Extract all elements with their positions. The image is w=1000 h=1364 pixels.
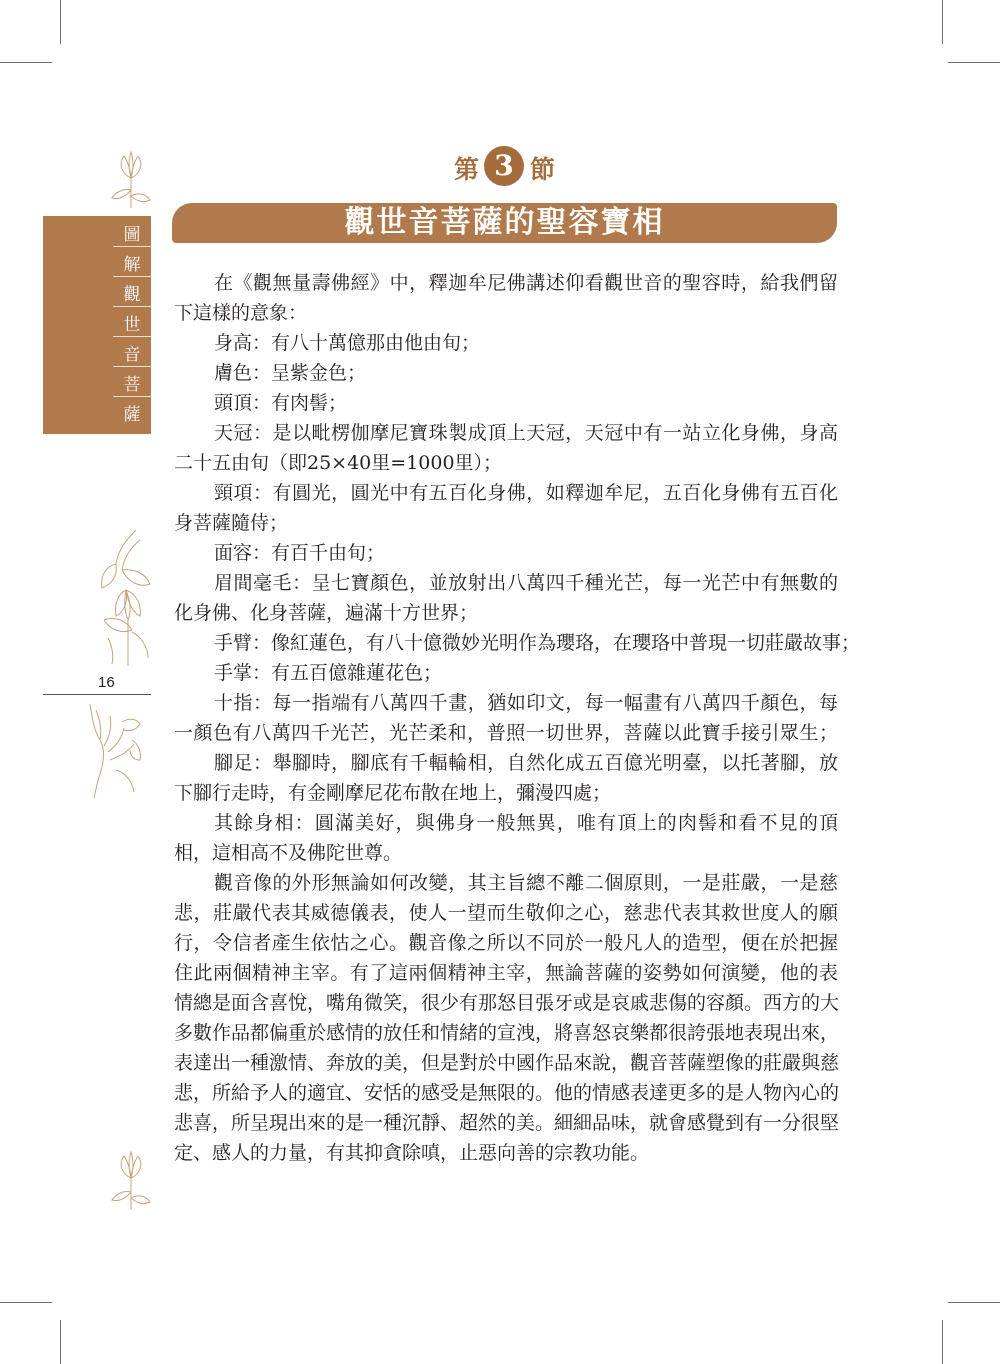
body-line: 一顏色有八萬四千光芒，光芒柔和，普照一切世界，菩薩以此寶手接引眾生； — [174, 722, 838, 744]
section-label — [420, 146, 620, 190]
body-line: 表達出一種激情、奔放的美，但是對於中國作品來說，觀音菩薩塑像的莊嚴與慈 — [174, 1052, 840, 1074]
body-line: 化身佛、化身菩薩，遍滿十方世界； — [174, 602, 479, 624]
sidebar-divider — [113, 306, 151, 307]
sidebar-divider — [113, 246, 151, 247]
sidebar-char: 世 — [123, 315, 141, 335]
body-line: 行，令信者產生依怙之心。觀音像之所以不同於一般凡人的造型，便在於把握 — [174, 932, 838, 954]
sidebar-divider — [113, 396, 151, 397]
body-line: 手掌：有五百億雜蓮花色； — [214, 662, 443, 684]
crop-mark — [942, 0, 943, 44]
body-line: 面容：有百千由旬； — [214, 542, 386, 564]
body-line: 其餘身相：圓滿美好，與佛身一般無異，唯有頂上的肉髻和看不見的頂 — [214, 812, 838, 834]
body-line: 相，這相高不及佛陀世尊。 — [174, 842, 403, 864]
body-line: 頸項：有圓光，圓光中有五百化身佛，如釋迦牟尼，五百化身佛有五百化 — [214, 482, 838, 504]
body-line: 十指：每一指端有八萬四千畫，猶如印文，每一幅畫有八萬四千顏色，每 — [214, 692, 838, 714]
chapter-sidebar-title — [113, 216, 151, 434]
body-line: 在《觀無量壽佛經》中，釋迦牟尼佛講述仰看觀世音的聖容時，給我們留 — [214, 272, 838, 294]
body-line: 二十五由旬（即25×40里=1000里）； — [174, 452, 503, 474]
page-number-rule — [43, 694, 151, 695]
body-line: 手臂：像紅蓮色，有八十億微妙光明作為瓔珞，在瓔珞中普現一切莊嚴故事； — [214, 632, 861, 654]
crop-mark — [948, 1302, 1000, 1303]
crop-mark — [0, 1302, 52, 1303]
section-title-banner — [172, 203, 837, 243]
crop-mark — [948, 62, 1000, 63]
section-number-badge: 3 — [484, 146, 524, 186]
body-line: 下這樣的意象： — [174, 302, 308, 324]
body-line: 觀音像的外形無論如何改變，其主旨總不離二個原則，一是莊嚴，一是慈 — [214, 872, 838, 894]
crop-mark — [0, 62, 52, 63]
sidebar-char: 觀 — [123, 285, 141, 305]
sidebar-char: 圖 — [123, 225, 141, 245]
body-line: 腳足：舉腳時，腳底有千輻輪相，自然化成五百億光明臺，以托著腳，放 — [214, 752, 838, 774]
body-line: 頭頂：有肉髻； — [214, 392, 348, 414]
lotus-illustration-top-icon — [108, 150, 154, 212]
body-line: 悲，莊嚴代表其威德儀表，使人一望而生敬仰之心，慈悲代表其救世度人的願 — [174, 902, 838, 924]
body-line: 多數作品都偏重於感情的放任和情緒的宣洩，將喜怒哀樂都很誇張地表現出來， — [174, 1022, 840, 1044]
mudra-hands-illustration-icon — [80, 700, 152, 800]
body-line: 悲，所給予人的適宜、安恬的感受是無限的。他的情感表達更多的是人物內心的 — [174, 1082, 840, 1104]
sidebar-divider — [113, 336, 151, 337]
page-number: 16 — [98, 674, 115, 691]
sidebar-char: 音 — [123, 345, 141, 365]
body-line: 定、感人的力量，有其抑貪除嗔，止惡向善的宗教功能。 — [174, 1142, 650, 1164]
body-text — [174, 268, 861, 1168]
sidebar-divider — [113, 276, 151, 277]
body-line: 住此兩個精神主宰。有了這兩個精神主宰，無論菩薩的姿勢如何演變，他的表 — [174, 962, 838, 984]
section-title: 觀世音菩薩的聖容寶相 — [344, 205, 665, 240]
lotus-illustration-bottom-icon — [108, 1150, 154, 1212]
body-line: 情總是面含喜悅，嘴角微笑，很少有那怒目張牙或是哀戚悲傷的容顏。西方的大 — [174, 992, 840, 1014]
section-suffix: 節 — [530, 155, 556, 184]
sidebar-divider — [113, 366, 151, 367]
body-line: 身菩薩隨侍； — [174, 512, 289, 534]
lotus-flower-illustration-icon — [96, 520, 154, 670]
body-line: 眉間毫毛：呈七寶顏色，並放射出八萬四千種光芒，每一光芒中有無數的 — [214, 572, 838, 594]
crop-mark — [942, 1320, 943, 1364]
body-line: 膚色：呈紫金色； — [214, 362, 367, 384]
section-prefix: 第 — [454, 155, 480, 184]
sidebar-char: 解 — [123, 255, 141, 275]
body-line: 身高：有八十萬億那由他由旬； — [214, 332, 481, 354]
body-line: 天冠：是以毗楞伽摩尼寶珠製成頂上天冠，天冠中有一站立化身佛，身高 — [214, 422, 838, 444]
sidebar-char: 菩 — [123, 375, 141, 395]
crop-mark — [60, 0, 61, 44]
body-line: 下腳行走時，有金剛摩尼花布散在地上，彌漫四處； — [174, 782, 612, 804]
sidebar-char: 薩 — [123, 405, 141, 425]
body-line: 悲喜，所呈現出來的是一種沉靜、超然的美。細細品味，就會感覺到有一分很堅 — [174, 1112, 840, 1134]
crop-mark — [60, 1320, 61, 1364]
